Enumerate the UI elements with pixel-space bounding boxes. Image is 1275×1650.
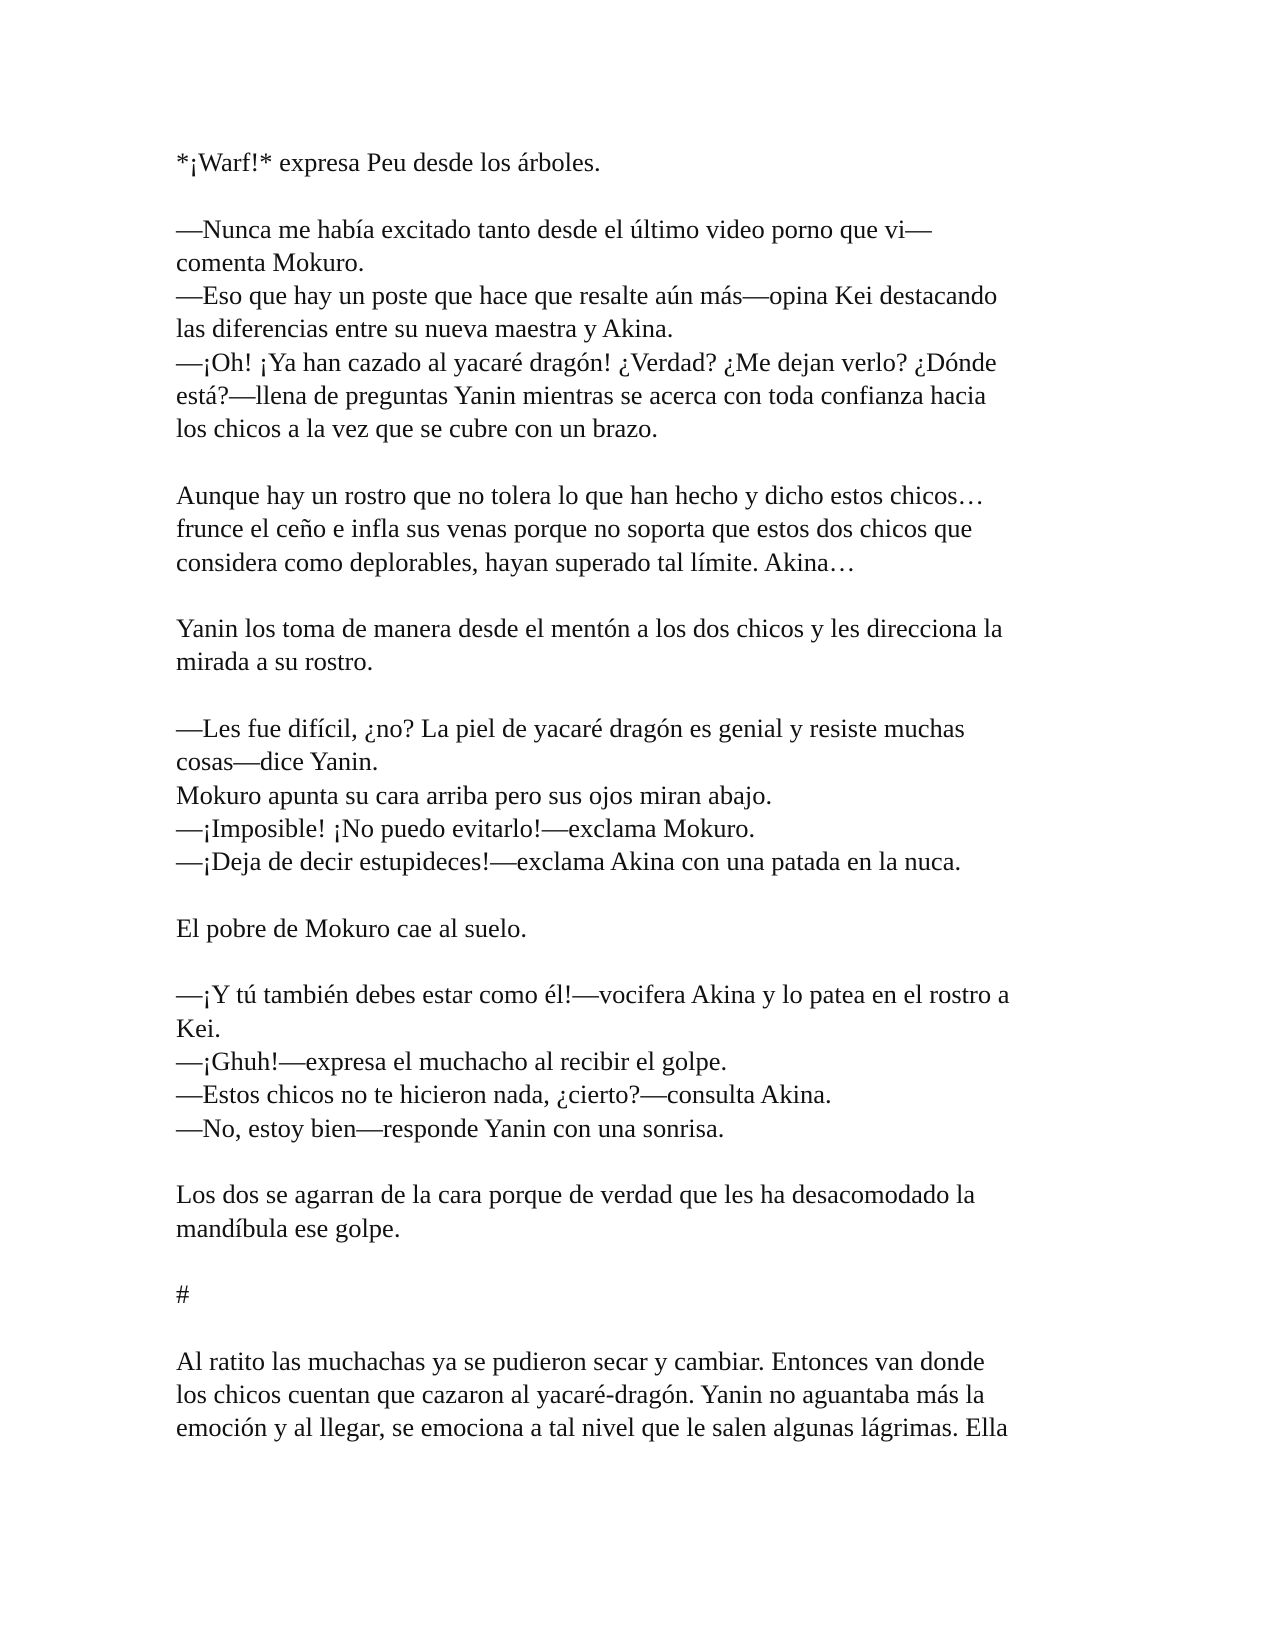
text-line: Mokuro apunta su cara arriba pero sus ojos miran abajo.: [176, 779, 773, 810]
text-line: —¡Y tú también debes estar como él!—vocifera Akina y lo patea en el rostro a: [176, 979, 1010, 1010]
text-line: Los dos se agarran de la cara porque de verdad que les ha desacomodado la: [176, 1179, 976, 1210]
body-text: [176, 146, 1106, 1445]
text-line: *¡Warf!* expresa Peu desde los árboles.: [176, 147, 601, 177]
blank-line: [176, 1245, 1106, 1278]
text-line: emoción y al llegar, se emociona a tal nivel que le salen algunas lágrimas. Ella: [176, 1412, 1008, 1443]
text-line: cosas—dice Yanin.: [176, 746, 379, 777]
text-line: comenta Mokuro.: [176, 246, 365, 277]
text-line: frunce el ceño e infla sus venas porque no soporta que estos dos chicos que: [176, 513, 973, 544]
text-line: mandíbula ese golpe.: [176, 1212, 401, 1243]
text-line: —Nunca me había excitado tanto desde el último video porno que vi—: [176, 213, 932, 244]
text-line: los chicos a la vez que se cubre con un brazo.: [176, 413, 658, 444]
text-line: —¡Imposible! ¡No puedo evitarlo!—exclama Mokuro.: [176, 812, 756, 843]
text-line: El pobre de Mokuro cae al suelo.: [176, 912, 528, 943]
text-line: —No, estoy bien—responde Yanin con una sonrisa.: [176, 1112, 725, 1143]
text-line: las diferencias entre su nueva maestra y Akina.: [176, 313, 674, 344]
text-line: —Estos chicos no te hicieron nada, ¿cierto?—consulta Akina.: [176, 1079, 832, 1110]
blank-line: [176, 179, 1106, 212]
text-line: Aunque hay un rostro que no tolera lo que han hecho y dicho estos chicos…: [176, 479, 985, 510]
text-line: —Les fue difícil, ¿no? La piel de yacaré dragón es genial y resiste muchas: [176, 713, 965, 744]
blank-line: [176, 1311, 1106, 1344]
text-line: —Eso que hay un poste que hace que resalte aún más—opina Kei destacando: [176, 280, 998, 311]
text-line: —¡Deja de decir estupideces!—exclama Akina con una patada en la nuca.: [176, 846, 962, 877]
blank-line: [176, 945, 1106, 978]
text-line: —¡Ghuh!—expresa el muchacho al recibir el golpe.: [176, 1046, 728, 1077]
blank-line: [176, 446, 1106, 479]
text-line: Kei.: [176, 1012, 221, 1043]
text-line: mirada a su rostro.: [176, 646, 374, 677]
blank-line: [176, 579, 1106, 612]
text-line: considera como deplorables, hayan superado tal límite. Akina…: [176, 546, 856, 577]
text-line: Al ratito las muchachas ya se pudieron secar y cambiar. Entonces van donde: [176, 1345, 985, 1376]
text-line: los chicos cuentan que cazaron al yacaré-dragón. Yanin no aguantaba más la: [176, 1378, 985, 1409]
text-line: #: [176, 1279, 190, 1310]
text-line: Yanin los toma de manera desde el mentón a los dos chicos y les direcciona la: [176, 613, 1003, 644]
blank-line: [176, 1145, 1106, 1178]
text-line: está?—llena de preguntas Yanin mientras se acerca con toda confianza hacia: [176, 380, 987, 411]
blank-line: [176, 679, 1106, 712]
text-line: —¡Oh! ¡Ya han cazado al yacaré dragón! ¿Verdad? ¿Me dejan verlo? ¿Dónde: [176, 346, 997, 377]
blank-line: [176, 879, 1106, 912]
